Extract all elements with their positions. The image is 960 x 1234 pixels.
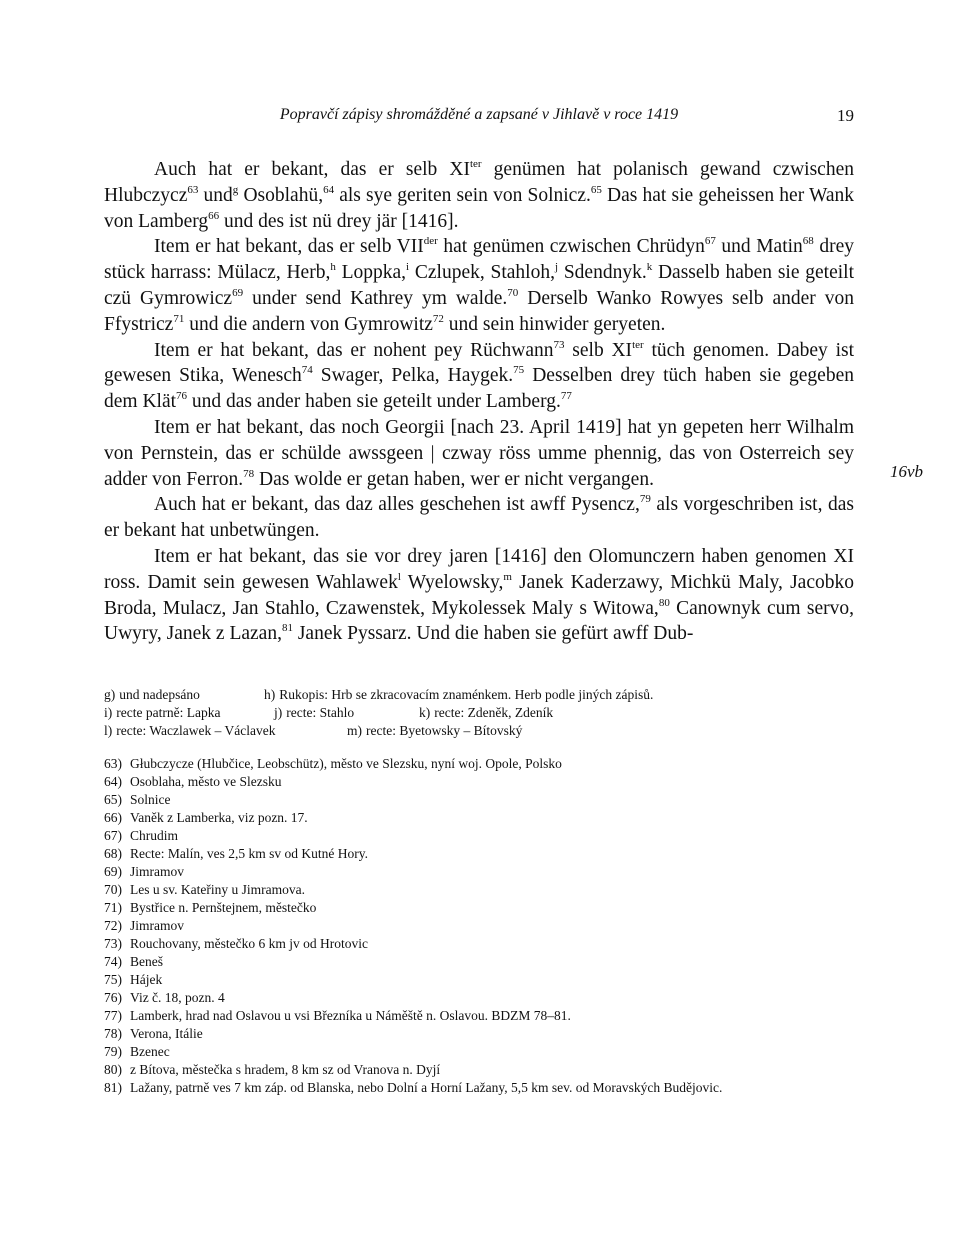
text-run: Item er hat bekant, das er nohent pey Rüchwann (154, 339, 554, 361)
footnote-text: Lažany, patrně ves 7 km záp. od Blanska, nebo Dolní a Horní Lažany, 5,5 km sev. od Moravských Budějovic. (130, 1080, 723, 1095)
note-marker: 76 (176, 390, 188, 403)
footnote-number: 65) (104, 792, 122, 807)
text-run: Janek Kaderzawy, Michkü Maly, Jacobko Broda, Mulacz, Jan Stahlo, Czawenstek, Mykolessek Maly s Witowa, (104, 571, 854, 619)
footnote (104, 755, 854, 773)
text-run: und (198, 184, 233, 206)
footnote-text: Viz č. 18, pozn. 4 (130, 990, 225, 1005)
footnote-text: Bzenec (130, 1044, 170, 1059)
footnote-number: 76) (104, 990, 122, 1005)
note-marker: i (406, 261, 410, 274)
page-number: 19 (837, 106, 854, 125)
footnote (104, 773, 854, 791)
text-run: Auch hat er bekant, das daz alles geschehen ist awff Pysencz, (154, 494, 640, 516)
footnote-number: 70) (104, 882, 122, 897)
footnote (104, 935, 854, 953)
note-row (104, 704, 854, 722)
main-text (104, 157, 854, 647)
text-run: Swager, Pelka, Haygek. (312, 365, 514, 387)
footnote-text: Jimramov (130, 918, 184, 933)
footnote-number: 69) (104, 864, 122, 879)
text-note (274, 704, 419, 722)
note-marker: 64 (323, 183, 335, 196)
footnote-number: 77) (104, 1008, 122, 1023)
note-text: recte: Byetowsky – Bítovský (366, 723, 523, 738)
footnote (104, 917, 854, 935)
footnote (104, 1007, 854, 1025)
note-marker: 73 (553, 338, 565, 351)
paragraph (104, 415, 854, 492)
footnote (104, 791, 854, 809)
note-marker: 81 (281, 622, 293, 635)
paragraph (104, 544, 854, 647)
text-run: Desselben drey tüch haben sie gegeben dem Klät (104, 365, 854, 413)
note-text: Rukopis: Hrb se zkracovacím znaménkem. Herb podle jiných zápisů. (279, 687, 654, 702)
note-marker: h (330, 261, 336, 274)
text-run: Item er hat bekant, das sie vor drey jaren [1416] den Olomunczern haben genomen XI ross. Damit sein gewesen Wahlawek (104, 545, 854, 593)
footnote (104, 1025, 854, 1043)
note-marker: 79 (639, 493, 651, 506)
text-run: selb XI (564, 339, 633, 361)
text-run: hat genümen czwischen Chrüdyn (437, 236, 705, 258)
footnote (104, 881, 854, 899)
note-letter: k) (419, 705, 431, 720)
note-letter: j) (274, 705, 283, 720)
note-marker: 67 (704, 235, 716, 248)
margin-folio-note: 16vb (890, 462, 924, 481)
text-run: Canownyk cum servo, Uwyry, Janek z Lazan, (104, 597, 854, 645)
text-run: Loppka, (335, 262, 407, 284)
note-letter: h) (264, 687, 276, 702)
footnote-number: 74) (104, 954, 122, 969)
paragraph (104, 492, 854, 544)
note-marker: 68 (802, 235, 814, 248)
footnote-number: 68) (104, 846, 122, 861)
note-marker: k (646, 261, 653, 274)
note-marker: g (232, 183, 239, 196)
note-marker: der (423, 235, 438, 248)
note-letter: i) (104, 705, 113, 720)
note-marker: 74 (301, 364, 313, 377)
footnote-text: Verona, Itálie (130, 1026, 203, 1041)
footnote-number: 67) (104, 828, 122, 843)
footnotes (104, 755, 854, 1097)
footnote-number: 73) (104, 936, 122, 951)
note-marker: 72 (432, 312, 444, 325)
textual-notes (104, 686, 854, 740)
footnote (104, 809, 854, 827)
footnote (104, 1079, 854, 1097)
note-letter: g) (104, 687, 116, 702)
text-note (104, 686, 264, 704)
footnote-number: 78) (104, 1026, 122, 1041)
footnote-text: Głubczycze (Hlubčice, Leobschütz), město ve Slezsku, nyní woj. Opole, Polsko (130, 756, 562, 771)
footnote-text: Hájek (130, 972, 163, 987)
note-marker: m (503, 570, 512, 583)
text-run: Item er hat bekant, das er selb VII (154, 236, 424, 258)
footnote-text: Les u sv. Kateřiny u Jimramova. (130, 882, 305, 897)
footnote-number: 64) (104, 774, 122, 789)
footnote-text: Beneš (130, 954, 163, 969)
footnote-number: 66) (104, 810, 122, 825)
footnote-text: Osoblaha, město ve Slezsku (130, 774, 282, 789)
note-marker: 71 (173, 312, 185, 325)
text-run: Das hat sie geheissen her Wank von Lamberg (104, 184, 855, 232)
footnote-number: 63) (104, 756, 122, 771)
note-marker: j (554, 261, 559, 274)
text-run: Wyelowsky, (400, 571, 504, 593)
footnote-text: Bystřice n. Pernštejnem, městečko (130, 900, 317, 915)
text-run: Sdendnyk. (558, 262, 647, 284)
note-marker: ter (469, 158, 482, 170)
note-letter: l) (104, 723, 113, 738)
text-note (419, 704, 719, 722)
note-marker: 66 (208, 209, 220, 222)
note-marker: 80 (658, 596, 670, 609)
footnote-text: Vaněk z Lamberka, viz pozn. 17. (130, 810, 308, 825)
footnote (104, 827, 854, 845)
text-run: tüch genomen. Dabey ist gewesen Stika, Wenesch (104, 339, 855, 387)
note-marker: 65 (590, 183, 602, 196)
footnote-text: Solnice (130, 792, 171, 807)
note-marker: 78 (243, 467, 255, 480)
text-run: under send Kathrey ym walde. (243, 287, 508, 309)
footnote-text: Chrudim (130, 828, 179, 843)
footnote-text: Recte: Malín, ves 2,5 km sv od Kutné Hory. (130, 846, 368, 861)
text-note (104, 704, 274, 722)
text-run: und das ander haben sie geteilt under Lamberg. (187, 391, 561, 413)
text-run: Dasselb haben sie geteilt czü Gymrowicz (104, 262, 854, 309)
footnote-number: 80) (104, 1062, 122, 1077)
paragraph (104, 234, 854, 337)
text-run: Czlupek, Stahloh, (409, 262, 555, 284)
footnote-text: Rouchovany, městečko 6 km jv od Hrotovic (130, 936, 368, 951)
paragraph (104, 338, 854, 415)
text-note (104, 722, 347, 740)
note-letter: m) (347, 723, 362, 738)
note-row (104, 686, 854, 704)
running-header (104, 106, 854, 130)
paragraph (104, 157, 854, 234)
text-run: Auch hat er bekant, das er selb XI (154, 159, 470, 180)
note-row (104, 722, 854, 740)
note-text: recte: Stahlo (286, 705, 355, 720)
text-run: Das wolde er getan haben, wer er nicht vergangen. (254, 468, 654, 490)
footnote (104, 989, 854, 1007)
note-text: recte: Waczlawek – Václavek (116, 723, 276, 738)
note-text: recte patrně: Lapka (116, 705, 221, 720)
footnote-text: Jimramov (130, 864, 184, 879)
text-note (347, 722, 647, 740)
note-marker: 69 (232, 286, 244, 299)
text-run: genümen hat polanisch gewand czwischen Hlubczycz (104, 159, 854, 206)
footnote (104, 863, 854, 881)
text-note (264, 686, 684, 704)
text-run: Osoblahü, (238, 184, 324, 206)
footnote-number: 75) (104, 972, 122, 987)
text-run: Derselb Wanko Rowyes selb ander von Ffystricz (104, 287, 854, 335)
note-marker: 70 (507, 286, 519, 299)
text-run: Item er hat bekant, das noch Georgii [nach 23. April 1419] hat yn gepeten herr Wilhalm von Pernstein, das er schülde awssgeen | czway röss umme phennig, das von Osterreich sey adder von Ferron. (104, 416, 854, 490)
footnote-text: z Bítova, městečka s hradem, 8 km sz od Vranova n. Dyjí (130, 1062, 441, 1077)
note-marker: 77 (560, 390, 572, 403)
text-run: und Matin (715, 236, 803, 258)
note-text: und nadepsáno (119, 687, 200, 702)
note-marker: ter (632, 338, 644, 351)
footnote (104, 845, 854, 863)
footnote-number: 71) (104, 900, 122, 915)
footnote-number: 79) (104, 1044, 122, 1059)
footnote (104, 1043, 854, 1061)
text-run: und des ist nü drey jär [1416]. (219, 210, 459, 232)
note-text: recte: Zdeněk, Zdeník (434, 705, 554, 720)
text-run: als vorgeschriben ist, das er bekant hat unbetwüngen. (104, 494, 854, 542)
footnote-number: 72) (104, 918, 122, 933)
footnote (104, 1061, 854, 1079)
footnote (104, 971, 854, 989)
note-marker: l (397, 570, 401, 583)
note-marker: 63 (187, 183, 199, 196)
text-run: als sye geriten sein von Solnicz. (334, 184, 591, 206)
note-marker: 75 (513, 364, 525, 377)
footnote (104, 899, 854, 917)
running-title: Popravčí zápisy shromážděné a zapsané v Jihlavě v roce 1419 (279, 106, 679, 123)
text-run: und sein hinwider geryeten. (443, 313, 666, 335)
text-run: Janek Pyssarz. Und die haben sie gefürt awff Dub- (292, 623, 694, 645)
footnote-text: Lamberk, hrad nad Oslavou u vsi Březníka u Náměště n. Oslavou. BDZM 78–81. (130, 1008, 571, 1023)
text-run: und die andern von Gymrowitz (184, 313, 433, 335)
footnote (104, 953, 854, 971)
footnote-number: 81) (104, 1080, 122, 1095)
text-run: drey stück harrass: Mülacz, Herb, (104, 236, 854, 284)
